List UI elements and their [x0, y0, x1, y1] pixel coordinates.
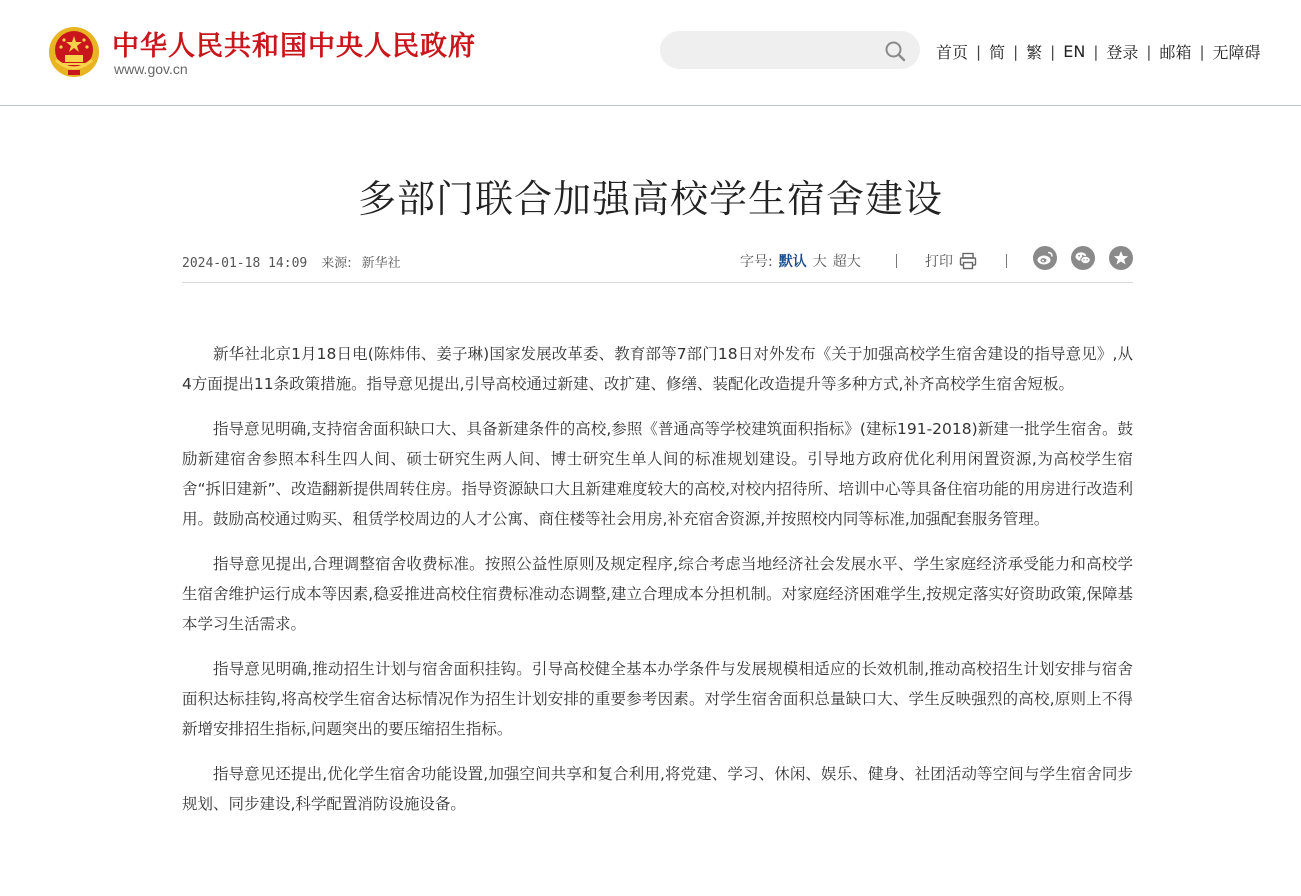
article-paragraph: 新华社北京1月18日电(陈炜伟、姜子琳)国家发展改革委、教育部等7部门18日对外发布《关于加强高校学生宿舍建设的指导意见》,从4方面提出11条政策措施。指导意见提出,引导高校通过新建、改扩建、修缮、装配化改造提升等多种方式,补齐高校学生宿舍短板。: [182, 345, 1133, 393]
weibo-icon[interactable]: [1033, 246, 1057, 270]
font-size-default[interactable]: 默认: [778, 254, 807, 270]
article-paragraph: 指导意见还提出,优化学生宿舍功能设置,加强空间共享和复合利用,将党建、学习、休闲、娱乐、健身、社团活动等空间与学生宿舍同步规划、同步建设,科学配置消防设施设备。: [182, 765, 1133, 813]
nav-simplified[interactable]: 简: [989, 43, 1006, 62]
article-paragraph: 指导意见提出,合理调整宿舍收费标准。按照公益性原则及规定程序,综合考虑当地经济社会发展水平、学生家庭经济承受能力和高校学生宿舍维护运行成本等因素,稳妥推进高校住宿费标准动态调整,建立合理成本分担机制。对家庭经济困难学生,按规定落实好资助政策,保障基本学习生活需求。: [182, 555, 1133, 633]
top-nav: [936, 40, 1261, 63]
search-input[interactable]: [676, 37, 880, 65]
site-header: [0, 0, 1301, 106]
divider: [896, 254, 897, 268]
favorite-icon[interactable]: [1109, 246, 1133, 270]
site-title[interactable]: 中华人民共和国中央人民政府: [112, 31, 476, 62]
nav-separator: |: [1146, 42, 1152, 61]
article-meta-bar: [182, 244, 1133, 283]
source-label: 来源:: [321, 256, 352, 271]
article-title: 多部门联合加强高校学生宿舍建设: [357, 177, 943, 221]
nav-home[interactable]: 首页: [936, 43, 969, 62]
article-meta: [182, 252, 401, 271]
divider: [1006, 254, 1007, 268]
source-name: 新华社: [361, 256, 401, 271]
nav-traditional[interactable]: 繁: [1026, 43, 1043, 62]
nav-accessibility[interactable]: 无障碍: [1212, 43, 1261, 62]
nav-english[interactable]: EN: [1063, 42, 1086, 61]
site-domain: www.gov.cn: [114, 61, 188, 77]
article-paragraph: 指导意见明确,支持宿舍面积缺口大、具备新建条件的高校,参照《普通高等学校建筑面积指标》(建标191-2018)新建一批学生宿舍。鼓励新建宿舍参照本科生四人间、硕士研究生两人间、博士研究生单人间的标准规划建设。引导地方政府优化利用闲置资源,为高校学生宿舍“拆旧建新”、改造翻新提供周转住房。指导资源缺口大且新建难度较大的高校,对校内招待所、培训中心等具备住宿功能的用房进行改造利用。鼓励高校通过购买、租赁学校周边的人才公寓、商住楼等社会用房,补充宿舍资源,并按照校内同等标准,加强配套服务管理。: [182, 420, 1133, 528]
nav-separator: |: [1199, 42, 1205, 61]
font-size-xlarge[interactable]: 超大: [832, 254, 861, 270]
nav-separator: |: [1050, 42, 1056, 61]
font-size-large[interactable]: 大: [812, 254, 827, 270]
article-body: [182, 339, 1133, 834]
search-icon[interactable]: [884, 40, 906, 62]
nav-separator: |: [1013, 42, 1019, 61]
font-size-switcher: [740, 251, 861, 271]
national-emblem-icon[interactable]: [48, 26, 100, 78]
search-box[interactable]: [660, 31, 920, 69]
nav-separator: |: [1093, 42, 1099, 61]
print-label: 打印: [925, 254, 953, 270]
nav-mail[interactable]: 邮箱: [1159, 43, 1192, 62]
font-size-label: 字号:: [740, 254, 773, 270]
printer-icon: [959, 252, 977, 270]
nav-separator: |: [976, 42, 982, 61]
nav-login[interactable]: 登录: [1106, 43, 1139, 62]
wechat-icon[interactable]: [1071, 246, 1095, 270]
publish-datetime: 2024-01-18 14:09: [182, 256, 308, 271]
article-paragraph: 指导意见明确,推动招生计划与宿舍面积挂钩。引导高校健全基本办学条件与发展规模相适应的长效机制,推动高校招生计划安排与宿舍面积达标挂钩,将高校学生宿舍达标情况作为招生计划安排的重要参考因素。对学生宿舍面积总量缺口大、学生反映强烈的高校,原则上不得新增安排招生指标,问题突出的要压缩招生指标。: [182, 660, 1133, 738]
print-button[interactable]: [925, 251, 977, 271]
